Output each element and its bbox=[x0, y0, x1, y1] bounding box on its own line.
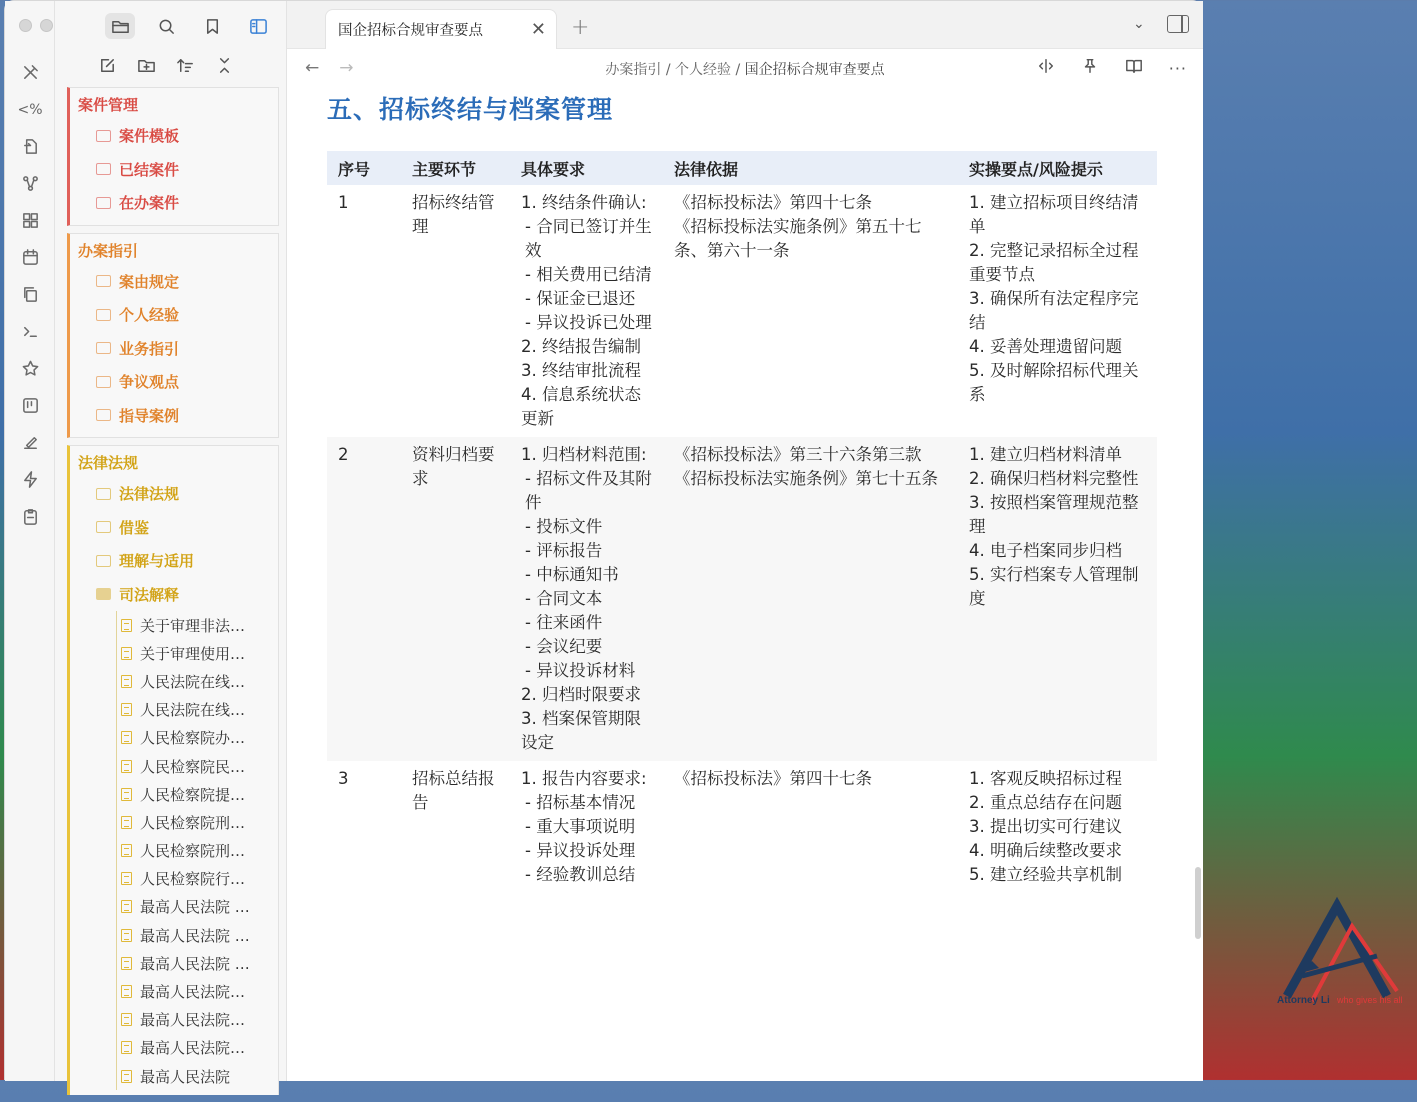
folder-item[interactable] bbox=[70, 119, 278, 153]
folder-item[interactable] bbox=[70, 153, 278, 187]
folder-icon bbox=[96, 197, 111, 209]
file-icon bbox=[121, 872, 132, 885]
reading-view-icon[interactable] bbox=[1125, 57, 1143, 79]
file-icon bbox=[121, 816, 132, 829]
more-options-icon[interactable]: ··· bbox=[1168, 58, 1187, 78]
chevron-down-icon[interactable]: ⌄ bbox=[1133, 16, 1145, 32]
column-header: 具体要求 bbox=[510, 151, 663, 185]
file-list bbox=[116, 611, 278, 1090]
tools-icon[interactable] bbox=[17, 59, 43, 86]
cell-line: - 招标基本情况 bbox=[525, 793, 636, 812]
cell-line: 《招标投标法实施条例》第七十五条 bbox=[674, 469, 938, 488]
cell-line: 《招标投标法》第四十七条 bbox=[674, 769, 872, 788]
file-label: 最高人民法院… bbox=[140, 1039, 246, 1058]
forward-arrow-icon[interactable]: → bbox=[339, 58, 354, 78]
tips-cell bbox=[958, 185, 1157, 437]
file-icon bbox=[121, 929, 132, 942]
collapse-all-icon[interactable] bbox=[215, 55, 235, 75]
view-actions bbox=[1037, 57, 1187, 79]
file-item[interactable] bbox=[117, 696, 278, 724]
cell-line: 1. 归档材料范围: bbox=[521, 445, 647, 464]
column-header: 主要环节 bbox=[401, 151, 510, 185]
file-icon bbox=[121, 1070, 132, 1083]
folder-icon bbox=[96, 130, 111, 142]
breadcrumb-item[interactable]: 办案指引 bbox=[605, 62, 662, 78]
table-row bbox=[327, 761, 1157, 893]
files-tab[interactable] bbox=[105, 13, 135, 39]
file-icon bbox=[121, 788, 132, 801]
sidebar-tabs bbox=[55, 11, 287, 41]
file-icon bbox=[121, 1013, 132, 1026]
watermark-name: Attorney Li bbox=[1277, 995, 1330, 1006]
group-title[interactable]: 办案指引 bbox=[78, 241, 139, 260]
legal-basis-cell bbox=[663, 437, 958, 761]
file-item[interactable] bbox=[117, 837, 278, 865]
table-body bbox=[327, 185, 1157, 893]
stage-cell: 招标总结报告 bbox=[412, 769, 495, 812]
cell-line: 3. 按照档案管理规范整理 bbox=[969, 493, 1139, 536]
folder-label: 已结案件 bbox=[119, 160, 180, 179]
back-arrow-icon[interactable]: ← bbox=[305, 58, 320, 78]
file-icon bbox=[121, 844, 132, 857]
cell-line: 1. 建立招标项目终结清单 bbox=[969, 193, 1139, 236]
kanban-icon[interactable] bbox=[17, 392, 43, 419]
group-title[interactable]: 案件管理 bbox=[78, 96, 139, 114]
file-label: 人民检察院刑… bbox=[140, 842, 246, 861]
main-pane bbox=[287, 1, 1403, 1081]
file-label: 最高人民法院 bbox=[140, 1067, 231, 1086]
table-row bbox=[327, 185, 1157, 437]
column-header: 法律依据 bbox=[663, 151, 958, 185]
file-item[interactable] bbox=[117, 667, 278, 695]
table-row bbox=[327, 437, 1157, 761]
file-item[interactable] bbox=[117, 724, 278, 752]
row-number-cell: 1 bbox=[338, 193, 349, 212]
file-label: 最高人民法院 … bbox=[140, 954, 250, 973]
cell-line: 2. 重点总结存在问题 bbox=[969, 793, 1122, 812]
folder-label: 案件模板 bbox=[119, 127, 180, 146]
tips-cell bbox=[958, 761, 1157, 893]
folder-icon bbox=[96, 409, 111, 421]
column-header: 序号 bbox=[327, 151, 401, 185]
file-explorer-sidebar bbox=[55, 1, 287, 1086]
cell-line: - 异议投诉处理 bbox=[525, 841, 636, 860]
folder-label: 法律法规 bbox=[119, 485, 180, 504]
file-item[interactable] bbox=[117, 921, 278, 949]
split-view-icon[interactable] bbox=[1037, 57, 1055, 79]
outline-tab[interactable] bbox=[243, 13, 273, 39]
requirements-cell bbox=[510, 185, 663, 437]
copy-icon[interactable] bbox=[17, 281, 43, 308]
cell-line: - 经验教训总结 bbox=[525, 865, 636, 884]
file-item[interactable] bbox=[117, 780, 278, 808]
folder-item[interactable] bbox=[70, 399, 278, 433]
clipboard-icon[interactable] bbox=[17, 503, 43, 530]
new-note-icon[interactable] bbox=[98, 55, 118, 75]
file-item[interactable] bbox=[117, 893, 278, 921]
folder-item[interactable] bbox=[70, 298, 278, 332]
folder-icon bbox=[96, 521, 111, 533]
cell-line: 《招标投标法》第三十六条第三款 bbox=[674, 445, 922, 464]
folder-item[interactable] bbox=[70, 186, 278, 220]
tips-cell bbox=[958, 437, 1157, 761]
file-item[interactable] bbox=[117, 949, 278, 977]
cell-line: - 投标文件 bbox=[525, 517, 603, 536]
folder-icon bbox=[96, 275, 111, 287]
requirements-cell bbox=[510, 437, 663, 761]
file-label: 最高人民法院 … bbox=[140, 898, 250, 917]
file-item[interactable] bbox=[117, 977, 278, 1005]
cell-line: 1. 客观反映招标过程 bbox=[969, 769, 1122, 788]
legal-basis-cell bbox=[663, 761, 958, 893]
folder-item[interactable] bbox=[70, 265, 278, 299]
file-label: 人民检察院办… bbox=[140, 729, 246, 748]
view-header bbox=[287, 49, 1203, 87]
lightning-icon[interactable] bbox=[17, 466, 43, 493]
cell-line: 2. 归档时限要求 bbox=[521, 685, 641, 704]
file-icon bbox=[121, 731, 132, 744]
highlighter-icon[interactable] bbox=[17, 429, 43, 456]
tab-label: 国企招标合规审查要点 bbox=[338, 23, 483, 39]
file-item[interactable] bbox=[117, 1062, 278, 1090]
bookmarks-tab[interactable] bbox=[197, 13, 227, 39]
star-icon[interactable] bbox=[17, 355, 43, 382]
breadcrumb-item[interactable]: 个人经验 bbox=[675, 62, 731, 78]
folder-icon bbox=[96, 342, 111, 354]
file-label: 最高人民法院 … bbox=[140, 926, 250, 945]
row-number-cell: 3 bbox=[338, 769, 349, 788]
folder-icon bbox=[96, 163, 111, 175]
terminal-icon[interactable] bbox=[17, 318, 43, 345]
dashboard-icon[interactable] bbox=[17, 207, 43, 234]
file-icon bbox=[121, 619, 132, 632]
cell-line: - 往来函件 bbox=[525, 613, 603, 632]
folder-label: 指导案例 bbox=[119, 406, 180, 425]
folder-label: 案由规定 bbox=[119, 272, 180, 291]
requirements-table bbox=[327, 151, 1157, 893]
cell-line: - 合同已签订并生效 bbox=[525, 217, 652, 260]
file-icon bbox=[121, 900, 132, 913]
pin-icon[interactable] bbox=[1081, 57, 1099, 79]
right-sidebar-toggle-icon[interactable] bbox=[1167, 15, 1189, 33]
content-scrollbar[interactable] bbox=[1195, 867, 1201, 939]
attorney-logo-watermark bbox=[1267, 896, 1417, 1016]
file-item[interactable] bbox=[117, 611, 278, 639]
cell-line: 5. 实行档案专人管理制度 bbox=[969, 565, 1139, 608]
file-label: 关于审理使用… bbox=[140, 644, 246, 663]
file-icon bbox=[121, 985, 132, 998]
file-icon bbox=[121, 647, 132, 660]
group-case-guide bbox=[67, 233, 279, 439]
cell-line: 3. 终结审批流程 bbox=[521, 361, 641, 380]
watermark-tagline: who gives his all bbox=[1337, 995, 1403, 1005]
app-window bbox=[4, 0, 1403, 1086]
cell-line: 2. 完整记录招标全过程重要节点 bbox=[969, 241, 1139, 284]
file-item[interactable] bbox=[117, 752, 278, 780]
folder-label: 业务指引 bbox=[119, 339, 180, 358]
percent-code-icon[interactable]: <% bbox=[17, 101, 43, 118]
file-tree bbox=[67, 87, 279, 1102]
requirements-cell bbox=[510, 761, 663, 893]
file-label: 关于审理非法… bbox=[140, 616, 246, 635]
file-icon bbox=[121, 703, 132, 716]
note-content bbox=[327, 87, 1157, 893]
new-folder-icon[interactable] bbox=[137, 55, 157, 75]
cell-line: 4. 妥善处理遗留问题 bbox=[969, 337, 1122, 356]
sort-icon[interactable] bbox=[176, 55, 196, 75]
legal-basis-cell bbox=[663, 185, 958, 437]
file-icon bbox=[121, 957, 132, 970]
cell-line: 5. 建立经验共享机制 bbox=[969, 865, 1122, 884]
stage-cell: 资料归档要求 bbox=[401, 437, 510, 761]
close-window-button[interactable] bbox=[19, 19, 32, 32]
folder-icon bbox=[96, 376, 111, 388]
folder-icon bbox=[96, 555, 111, 567]
cell-line: - 会议纪要 bbox=[525, 637, 603, 656]
cell-line: - 异议投诉材料 bbox=[525, 661, 636, 680]
folder-label: 争议观点 bbox=[119, 373, 180, 392]
file-label: 人民法院在线… bbox=[140, 672, 246, 691]
stage-cell: 招标终结管理 bbox=[412, 193, 495, 236]
search-tab[interactable] bbox=[151, 13, 181, 39]
file-icon bbox=[121, 760, 132, 773]
cell-line: - 合同文本 bbox=[525, 589, 603, 608]
cell-line: 《招标投标法》第四十七条 bbox=[674, 193, 872, 212]
tab-bar bbox=[287, 1, 1203, 49]
cell-line: - 保证金已退还 bbox=[525, 289, 636, 308]
file-label: 最高人民法院… bbox=[140, 983, 246, 1002]
folder-label: 在办案件 bbox=[119, 194, 180, 213]
graph-view-icon[interactable] bbox=[17, 170, 43, 197]
table-header-row bbox=[327, 151, 1157, 185]
file-label: 人民检察院刑… bbox=[140, 813, 246, 832]
cell-line: 3. 档案保管期限设定 bbox=[521, 709, 641, 752]
cell-line: 4. 信息系统状态更新 bbox=[521, 385, 641, 428]
file-label: 人民法院在线… bbox=[140, 701, 246, 720]
open-folder-icon bbox=[96, 588, 111, 600]
calendar-icon[interactable] bbox=[17, 244, 43, 271]
cell-line: - 招标文件及其附件 bbox=[525, 469, 652, 512]
file-item[interactable] bbox=[117, 865, 278, 893]
new-tab-icon[interactable]: + bbox=[571, 15, 590, 40]
cell-line: - 评标报告 bbox=[525, 541, 603, 560]
file-item[interactable] bbox=[117, 1034, 278, 1062]
cell-line: - 相关费用已结清 bbox=[525, 265, 652, 284]
cell-line: 4. 电子档案同步归档 bbox=[969, 541, 1122, 560]
sidebar-actions bbox=[55, 55, 287, 75]
group-title[interactable]: 法律法规 bbox=[78, 454, 139, 472]
section-heading: 五、招标终结与档案管理 bbox=[327, 95, 614, 124]
cell-line: - 中标通知书 bbox=[525, 565, 619, 584]
folder-item[interactable] bbox=[70, 332, 278, 366]
column-header: 实操要点/风险提示 bbox=[958, 151, 1157, 185]
cell-line: 3. 提出切实可行建议 bbox=[969, 817, 1122, 836]
file-label: 人民检察院提… bbox=[140, 785, 246, 804]
close-tab-icon[interactable]: ✕ bbox=[530, 19, 546, 40]
file-item[interactable] bbox=[117, 639, 278, 667]
file-icon bbox=[121, 1041, 132, 1054]
folder-label: 个人经验 bbox=[119, 306, 180, 325]
cell-line: - 异议投诉已处理 bbox=[525, 313, 652, 332]
cell-line: 1. 建立归档材料清单 bbox=[969, 445, 1122, 464]
folder-item[interactable] bbox=[70, 477, 278, 511]
cell-line: 4. 明确后续整改要求 bbox=[969, 841, 1122, 860]
folder-label: 司法解释 bbox=[119, 585, 180, 604]
file-label: 人民检察院民… bbox=[140, 757, 246, 776]
cell-line: 1. 报告内容要求: bbox=[521, 769, 647, 788]
ribbon-icons bbox=[5, 59, 55, 530]
folder-label: 借鉴 bbox=[119, 518, 150, 537]
breadcrumb-current[interactable]: 国企招标合规审查要点 bbox=[744, 62, 885, 78]
file-label: 人民检察院行… bbox=[140, 870, 246, 889]
breadcrumb-separator: / bbox=[735, 62, 741, 78]
cell-line: 《招标投标法实施条例》第五十七条、第六十一条 bbox=[674, 217, 922, 260]
file-label: 最高人民法院… bbox=[140, 1011, 246, 1030]
group-case-management bbox=[67, 87, 279, 226]
folder-item-expanded[interactable] bbox=[70, 578, 278, 612]
folder-item[interactable] bbox=[70, 365, 278, 399]
folder-item[interactable] bbox=[70, 511, 278, 545]
group-laws bbox=[67, 445, 279, 1095]
breadcrumb-separator: / bbox=[665, 62, 671, 78]
ribbon bbox=[5, 1, 55, 1081]
folder-icon bbox=[96, 488, 111, 500]
cell-line: 3. 确保所有法定程序完结 bbox=[969, 289, 1139, 332]
cell-line: - 重大事项说明 bbox=[525, 817, 636, 836]
cell-line: 2. 确保归档材料完整性 bbox=[969, 469, 1139, 488]
folder-item[interactable] bbox=[70, 544, 278, 578]
minimize-window-button[interactable] bbox=[40, 19, 53, 32]
folder-label: 理解与适用 bbox=[119, 552, 195, 571]
cell-line: 2. 终结报告编制 bbox=[521, 337, 641, 356]
cell-line: 1. 终结条件确认: bbox=[521, 193, 647, 212]
open-file-icon[interactable] bbox=[17, 133, 43, 160]
file-item[interactable] bbox=[117, 1006, 278, 1034]
folder-icon bbox=[96, 309, 111, 321]
file-icon bbox=[121, 675, 132, 688]
tab-active-note[interactable] bbox=[325, 9, 557, 49]
file-item[interactable] bbox=[117, 808, 278, 836]
cell-line: 5. 及时解除招标代理关系 bbox=[969, 361, 1139, 404]
row-number-cell: 2 bbox=[327, 437, 401, 761]
